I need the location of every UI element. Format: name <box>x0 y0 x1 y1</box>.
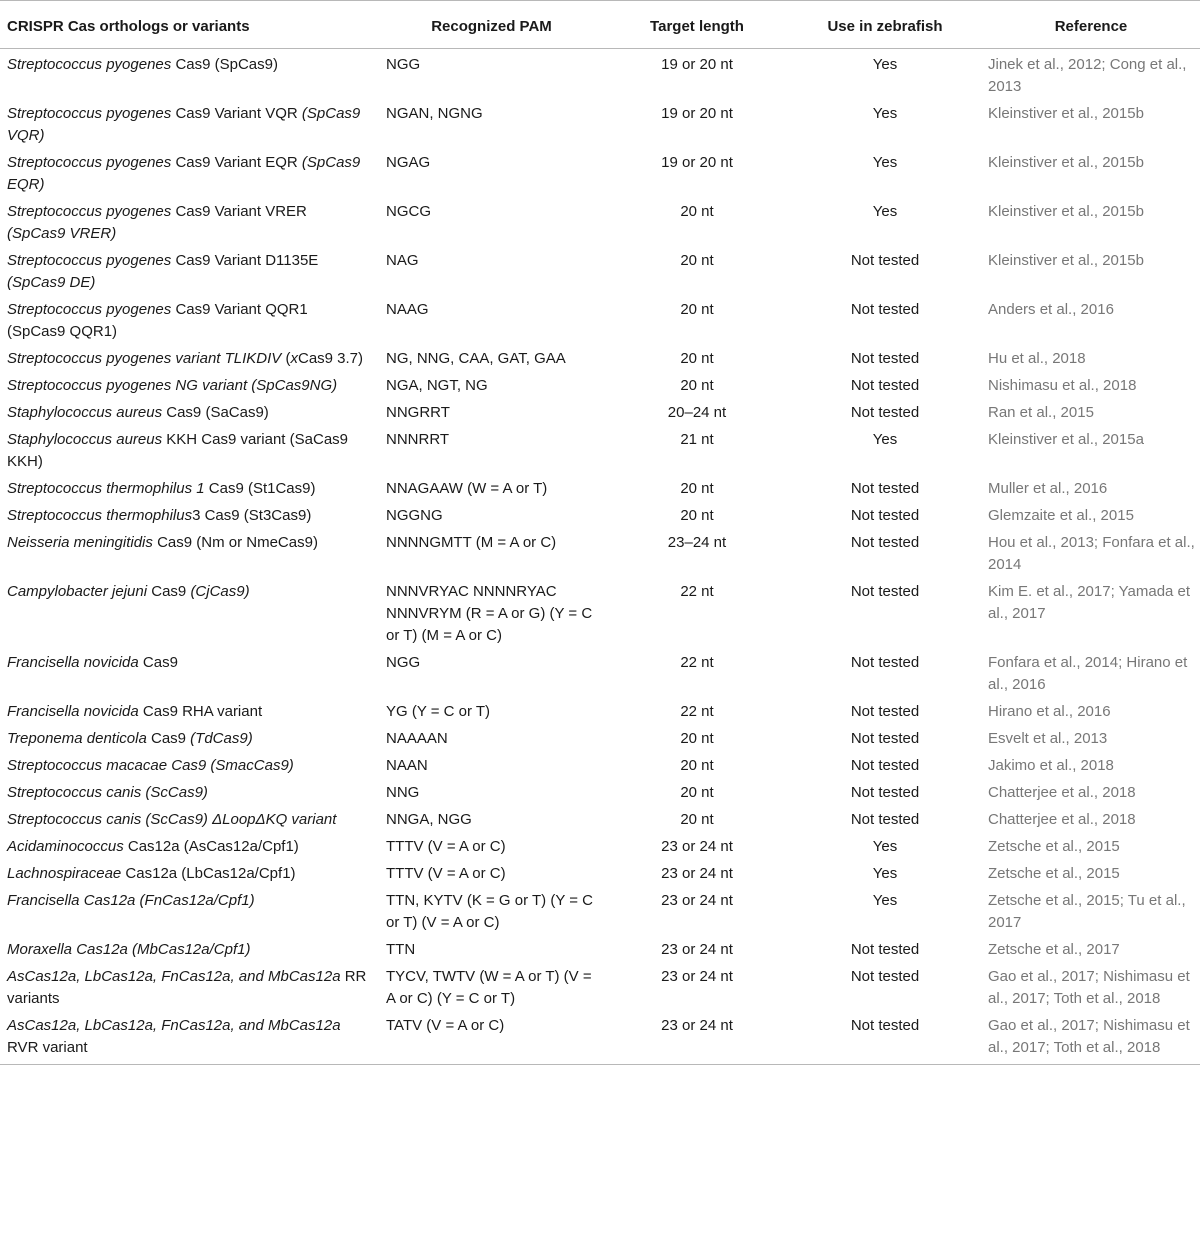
cell-target-length: 20 nt <box>680 301 714 318</box>
cell-zebrafish: Yes <box>872 56 898 73</box>
cell-target-length: 20 nt <box>680 730 714 747</box>
cell-ortholog <box>0 805 377 832</box>
table-body <box>0 49 1200 1065</box>
cell-pam: TTN <box>386 941 416 958</box>
table-row <box>0 528 1200 577</box>
cell-reference: Chatterjee et al., 2018 <box>988 811 1136 828</box>
ortholog-text-segment: Cas12a (AsCas12a/Cpf1) <box>123 838 299 855</box>
table-row <box>0 398 1200 425</box>
ortholog-text-segment: Streptococcus pyogenes <box>7 154 172 171</box>
cell-reference: Zetsche et al., 2015 <box>988 838 1120 855</box>
ortholog-text-segment: Cas9 <box>147 583 191 600</box>
table-header-row <box>0 1 1200 49</box>
table-row <box>0 648 1200 697</box>
ortholog-text-segment: KKH Cas9 variant (SaCas9 KKH) <box>7 431 349 470</box>
cell-target-length: 20 nt <box>680 784 714 801</box>
cell-zebrafish: Not tested <box>850 730 920 747</box>
cell-ortholog <box>0 935 377 962</box>
cell-reference: Kim E. et al., 2017; Yamada et al., 2017 <box>988 583 1191 622</box>
ortholog-text-segment: (TdCas9) <box>190 730 253 747</box>
cell-pam: NNNVRYAC NNNNRYAC NNNVRYM (R = A or G) (Y = C or T) (M = A or C) <box>386 583 593 644</box>
cell-reference: Gao et al., 2017; Nishimasu et al., 2017; Toth et al., 2018 <box>982 1011 1200 1065</box>
cell-reference: Kleinstiver et al., 2015b <box>988 154 1144 171</box>
column-header-ortholog: CRISPR Cas orthologs or variants <box>0 1 377 49</box>
table-row <box>0 295 1200 344</box>
cell-ortholog <box>0 474 377 501</box>
cell-target-length: 22 nt <box>680 703 714 720</box>
cell-target-length: 19 or 20 nt <box>661 154 733 171</box>
cell-ortholog <box>0 425 377 474</box>
cell-ortholog <box>0 148 377 197</box>
cell-target-length: 20 nt <box>680 203 714 220</box>
ortholog-text-segment: ( <box>281 350 291 367</box>
cell-reference: Zetsche et al., 2015; Tu et al., 2017 <box>988 892 1186 931</box>
ortholog-text-segment: Cas9 (St1Cas9) <box>204 480 316 497</box>
cell-zebrafish: Not tested <box>850 252 920 269</box>
ortholog-text-segment: (CjCas9) <box>190 583 250 600</box>
ortholog-text-segment: Cas9 <box>138 654 178 671</box>
cell-zebrafish: Not tested <box>850 534 920 551</box>
cell-pam: NAAAAN <box>386 730 448 747</box>
cell-ortholog <box>0 962 377 1011</box>
cell-target-length: 19 or 20 nt <box>661 105 733 122</box>
cell-ortholog <box>0 49 377 100</box>
ortholog-text-segment: Cas9 (SpCas9) <box>171 56 278 73</box>
cell-reference: Hou et al., 2013; Fonfara et al., 2014 <box>988 534 1195 573</box>
ortholog-text-segment: Cas9 (Nm or NmeCas9) <box>152 534 318 551</box>
ortholog-text-segment: (SpCas9 VQR) <box>7 105 361 144</box>
ortholog-text-segment: Cas9 (SaCas9) <box>162 404 269 421</box>
table-row <box>0 425 1200 474</box>
cell-reference: Ran et al., 2015 <box>988 404 1094 421</box>
cell-zebrafish: Not tested <box>850 301 920 318</box>
cell-pam: NAG <box>386 252 419 269</box>
ortholog-text-segment: Francisella novicida <box>7 654 139 671</box>
cell-pam: NNG <box>386 784 420 801</box>
table-row <box>0 724 1200 751</box>
ortholog-text-segment: Streptococcus thermophilus 1 <box>7 480 205 497</box>
cell-reference: Esvelt et al., 2013 <box>988 730 1108 747</box>
cell-ortholog <box>0 197 377 246</box>
table-row <box>0 805 1200 832</box>
ortholog-text-segment: Streptococcus pyogenes <box>7 203 172 220</box>
cell-ortholog <box>0 1011 377 1065</box>
ortholog-text-segment: Cas9 Variant QQR1 (SpCas9 QQR1) <box>7 301 308 340</box>
cell-pam: NAAG <box>386 301 429 318</box>
cell-pam: NNGRRT <box>386 404 450 421</box>
ortholog-text-segment: Streptococcus thermophilus <box>7 507 193 524</box>
ortholog-text-segment: Cas9 3.7) <box>297 350 364 367</box>
cell-reference: Hirano et al., 2016 <box>988 703 1111 720</box>
cell-reference: Gao et al., 2017; Nishimasu et al., 2017; Toth et al., 2018 <box>988 968 1190 1007</box>
cell-pam: NGCG <box>386 203 431 220</box>
cell-reference: Chatterjee et al., 2018 <box>988 784 1136 801</box>
cell-zebrafish: Yes <box>872 431 898 448</box>
ortholog-text-segment: Cas9 Variant VRER <box>171 203 307 220</box>
cell-pam: TTTV (V = A or C) <box>386 865 506 882</box>
cell-reference: Zetsche et al., 2015 <box>988 865 1120 882</box>
cell-target-length: 19 or 20 nt <box>661 56 733 73</box>
cell-ortholog <box>0 371 377 398</box>
table-row <box>0 197 1200 246</box>
ortholog-text-segment: Cas9 RHA variant <box>138 703 263 720</box>
cell-reference: Nishimasu et al., 2018 <box>988 377 1137 394</box>
cell-reference: Zetsche et al., 2017 <box>988 941 1120 958</box>
cell-zebrafish: Yes <box>872 838 898 855</box>
cell-target-length: 23–24 nt <box>667 534 727 551</box>
cell-reference: Kleinstiver et al., 2015b <box>988 252 1144 269</box>
ortholog-text-segment: (SpCas9 EQR) <box>7 154 361 193</box>
cell-target-length: 22 nt <box>680 583 714 600</box>
ortholog-text-segment: Moraxella Cas12a (MbCas12a/Cpf1) <box>7 941 251 958</box>
ortholog-text-segment: AsCas12a, LbCas12a, FnCas12a, and MbCas12a <box>7 968 341 985</box>
ortholog-text-segment: Lachnospiraceae <box>7 865 122 882</box>
cell-reference: Kleinstiver et al., 2015a <box>988 431 1144 448</box>
cell-target-length: 20 nt <box>680 252 714 269</box>
cell-target-length: 20 nt <box>680 757 714 774</box>
cell-target-length: 21 nt <box>680 431 714 448</box>
table-row <box>0 859 1200 886</box>
ortholog-text-segment: Staphylococcus aureus <box>7 404 163 421</box>
table-row <box>0 246 1200 295</box>
cell-pam: YG (Y = C or T) <box>386 703 491 720</box>
cell-zebrafish: Not tested <box>850 703 920 720</box>
ortholog-text-segment: (SpCas9 VRER) <box>7 225 117 242</box>
ortholog-text-segment: Streptococcus macacae Cas9 (SmacCas9) <box>7 757 294 774</box>
cell-reference: Anders et al., 2016 <box>988 301 1114 318</box>
table-row <box>0 371 1200 398</box>
cell-ortholog <box>0 577 377 648</box>
cell-ortholog <box>0 859 377 886</box>
column-header-target-length: Target length <box>606 1 788 49</box>
cell-reference: Muller et al., 2016 <box>988 480 1108 497</box>
cell-pam: TYCV, TWTV (W = A or T) (V = A or C) (Y = C or T) <box>386 968 592 1007</box>
cell-ortholog <box>0 501 377 528</box>
ortholog-text-segment: Acidaminococcus <box>7 838 124 855</box>
cell-ortholog <box>0 648 377 697</box>
cell-pam: NGAN, NGNG <box>386 105 483 122</box>
cell-zebrafish: Not tested <box>850 654 920 671</box>
cell-zebrafish: Not tested <box>788 1011 982 1065</box>
ortholog-text-segment: Neisseria meningitidis <box>7 534 153 551</box>
cell-pam: NG, NNG, CAA, GAT, GAA <box>386 350 566 367</box>
ortholog-text-segment: Streptococcus canis (ScCas9) ΔLoopΔKQ <box>7 811 288 828</box>
ortholog-text-segment: Streptococcus pyogenes <box>7 56 172 73</box>
cell-ortholog <box>0 246 377 295</box>
ortholog-text-segment: Streptococcus pyogenes variant TLIKDIV <box>7 350 282 367</box>
table-row <box>0 778 1200 805</box>
cell-reference: Fonfara et al., 2014; Hirano et al., 2016 <box>988 654 1188 693</box>
cell-pam: TTN, KYTV (K = G or T) (Y = C or T) (V = A or C) <box>386 892 593 931</box>
ortholog-text-segment: Francisella Cas12a (FnCas12a/Cpf1) <box>7 892 255 909</box>
column-header-reference: Reference <box>982 1 1200 49</box>
cell-zebrafish: Not tested <box>850 757 920 774</box>
ortholog-text-segment: Cas9 Variant EQR <box>171 154 302 171</box>
ortholog-text-segment: RVR variant <box>7 1039 88 1056</box>
cell-target-length: 23 or 24 nt <box>661 838 733 855</box>
cell-ortholog <box>0 99 377 148</box>
ortholog-text-segment: Campylobacter jejuni <box>7 583 148 600</box>
cell-ortholog <box>0 832 377 859</box>
ortholog-text-segment: Cas9 Variant VQR <box>171 105 302 122</box>
ortholog-text-segment: Cas9 Variant D1135E <box>171 252 319 269</box>
cell-zebrafish: Yes <box>872 105 898 122</box>
cell-pam: NNNNGMTT (M = A or C) <box>386 534 557 551</box>
table-row <box>0 832 1200 859</box>
cell-target-length: 20 nt <box>680 480 714 497</box>
table-row <box>0 99 1200 148</box>
ortholog-text-segment: x <box>290 350 298 367</box>
cell-ortholog <box>0 398 377 425</box>
cell-ortholog <box>0 344 377 371</box>
ortholog-text-segment: variant <box>291 811 337 828</box>
cell-pam: TATV (V = A or C) <box>377 1011 606 1065</box>
cell-pam: NNGA, NGG <box>386 811 472 828</box>
cell-ortholog <box>0 528 377 577</box>
cell-target-length: 20 nt <box>680 811 714 828</box>
cell-zebrafish: Not tested <box>850 507 920 524</box>
ortholog-text-segment: AsCas12a, LbCas12a, FnCas12a, and MbCas12a <box>7 1017 341 1034</box>
cell-zebrafish: Not tested <box>850 480 920 497</box>
ortholog-text-segment: Cas12a (LbCas12a/Cpf1) <box>121 865 296 882</box>
table-row <box>0 344 1200 371</box>
cell-zebrafish: Not tested <box>850 968 920 985</box>
cell-reference: Jakimo et al., 2018 <box>988 757 1114 774</box>
cell-zebrafish: Yes <box>872 892 898 909</box>
cell-pam: NGG <box>386 56 421 73</box>
cell-ortholog <box>0 295 377 344</box>
cell-ortholog <box>0 724 377 751</box>
ortholog-text-segment: Francisella novicida <box>7 703 139 720</box>
table-row <box>0 1011 1200 1065</box>
cell-reference: Kleinstiver et al., 2015b <box>988 203 1144 220</box>
cell-reference: Glemzaite et al., 2015 <box>988 507 1134 524</box>
cell-zebrafish: Not tested <box>850 350 920 367</box>
ortholog-text-segment: Streptococcus pyogenes <box>7 301 172 318</box>
column-header-zebrafish: Use in zebrafish <box>788 1 982 49</box>
cell-ortholog <box>0 751 377 778</box>
cell-pam: NGA, NGT, NG <box>386 377 488 394</box>
table-row <box>0 886 1200 935</box>
cell-pam: TTTV (V = A or C) <box>386 838 506 855</box>
cell-zebrafish: Not tested <box>850 811 920 828</box>
cell-zebrafish: Not tested <box>850 404 920 421</box>
cell-target-length: 23 or 24 nt <box>661 941 733 958</box>
cell-target-length: 20 nt <box>680 350 714 367</box>
ortholog-text-segment: Streptococcus pyogenes <box>7 252 172 269</box>
ortholog-text-segment: Cas9 <box>146 730 191 747</box>
cell-target-length: 20 nt <box>680 507 714 524</box>
cell-target-length: 20–24 nt <box>667 404 727 421</box>
ortholog-text-segment: 3 Cas9 (St3Cas9) <box>192 507 312 524</box>
table-row <box>0 697 1200 724</box>
cell-pam: NAAN <box>386 757 428 774</box>
cell-zebrafish: Not tested <box>850 583 920 600</box>
table-row <box>0 577 1200 648</box>
table-row <box>0 935 1200 962</box>
ortholog-text-segment: Staphylococcus aureus <box>7 431 163 448</box>
cell-zebrafish: Not tested <box>850 941 920 958</box>
table-row <box>0 962 1200 1011</box>
table-row <box>0 49 1200 100</box>
column-header-pam: Recognized PAM <box>377 1 606 49</box>
table-row <box>0 501 1200 528</box>
cell-target-length: 23 or 24 nt <box>661 865 733 882</box>
cell-pam: NNNRRT <box>386 431 450 448</box>
cell-target-length: 23 or 24 nt <box>606 1011 788 1065</box>
cell-zebrafish: Yes <box>872 865 898 882</box>
cell-target-length: 22 nt <box>680 654 714 671</box>
cell-target-length: 23 or 24 nt <box>661 892 733 909</box>
table-row <box>0 751 1200 778</box>
cell-zebrafish: Yes <box>872 154 898 171</box>
cell-ortholog <box>0 697 377 724</box>
ortholog-text-segment: (SpCas9 DE) <box>7 274 96 291</box>
cell-ortholog <box>0 778 377 805</box>
cell-zebrafish: Not tested <box>850 377 920 394</box>
ortholog-text-segment: RR variants <box>7 968 367 1007</box>
cell-ortholog <box>0 886 377 935</box>
table-row <box>0 474 1200 501</box>
cell-zebrafish: Yes <box>872 203 898 220</box>
cell-target-length: 23 or 24 nt <box>661 968 733 985</box>
cell-zebrafish: Not tested <box>850 784 920 801</box>
ortholog-text-segment: Treponema denticola <box>7 730 147 747</box>
table-row <box>0 148 1200 197</box>
cell-reference: Hu et al., 2018 <box>988 350 1086 367</box>
ortholog-text-segment: Streptococcus pyogenes <box>7 105 172 122</box>
ortholog-text-segment: Streptococcus canis (ScCas9) <box>7 784 208 801</box>
ortholog-text-segment: Streptococcus pyogenes NG variant (SpCas9NG) <box>7 377 338 394</box>
cell-pam: NGAG <box>386 154 431 171</box>
cell-target-length: 20 nt <box>680 377 714 394</box>
cell-pam: NGG <box>386 654 421 671</box>
cell-pam: NNAGAAW (W = A or T) <box>386 480 548 497</box>
cell-reference: Kleinstiver et al., 2015b <box>988 105 1144 122</box>
cell-pam: NGGNG <box>386 507 443 524</box>
cell-reference: Jinek et al., 2012; Cong et al., 2013 <box>988 56 1187 95</box>
